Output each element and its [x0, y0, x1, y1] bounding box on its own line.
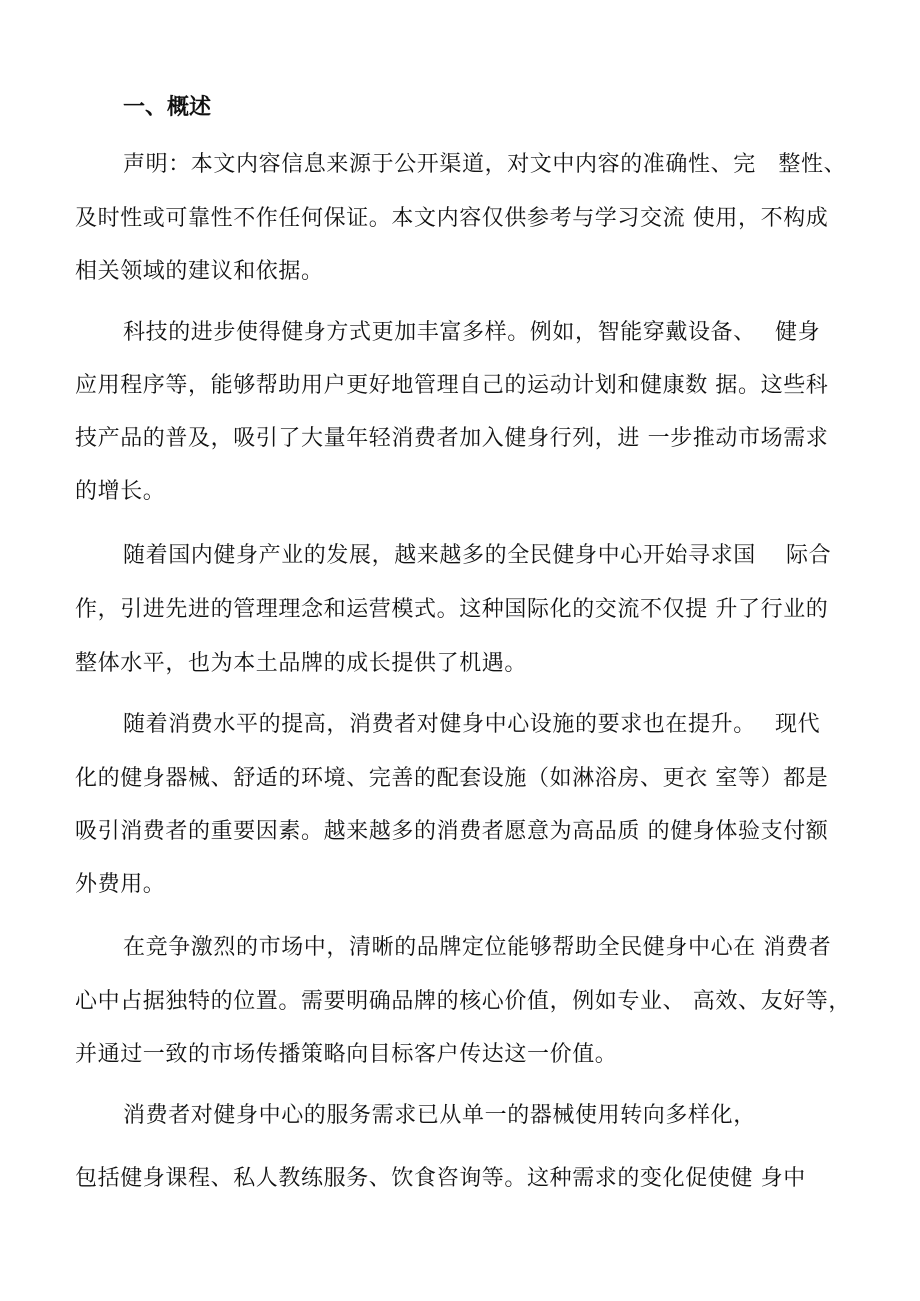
paragraph-line: 包括健身课程、私人教练服务、饮食咨询等。这种需求的变化促使健 身中	[75, 1166, 806, 1191]
paragraph-line: 技产品的普及，吸引了大量年轻消费者加入健身行列，进 一步推动市场需求	[75, 426, 829, 451]
paragraph-line: 随着消费水平的提高，消费者对健身中心设施的要求也在提升。 现代	[123, 712, 821, 737]
paragraph-line: 及时性或可靠性不作任何保证。本文内容仅供参考与学习交流 使用，不构成	[75, 206, 829, 231]
paragraph-line: 随着国内健身产业的发展，越来越多的全民健身中心开始寻求国 际合	[123, 543, 832, 568]
paragraph-line: 科技的进步使得健身方式更加丰富多样。例如，智能穿戴设备、 健身	[123, 320, 821, 345]
paragraph-line: 心中占据独特的位置。需要明确品牌的核心价值，例如专业、 高效、友好等，	[75, 989, 851, 1014]
paragraph-line: 化的健身器械、舒适的环境、完善的配套设施（如淋浴房、更衣 室等）都是	[75, 766, 829, 791]
paragraph-line: 并通过一致的市场传播策略向目标客户传达这一价值。	[75, 1042, 618, 1067]
paragraph-line: 消费者对健身中心的服务需求已从单一的器械使用转向多样化，	[123, 1103, 756, 1128]
paragraph-line: 作，引进先进的管理理念和运营模式。这种国际化的交流不仅提 升了行业的	[75, 597, 829, 622]
paragraph-line: 相关领域的建议和依据。	[75, 259, 324, 284]
paragraph-line: 整体水平，也为本土品牌的成长提供了机遇。	[75, 651, 528, 676]
paragraph-line: 声明：本文内容信息来源于公开渠道，对文中内容的准确性、完 整性、	[123, 152, 847, 177]
paragraph-line: 的增长。	[75, 479, 166, 504]
paragraph-line: 应用程序等，能够帮助用户更好地管理自己的运动计划和健康数 据。这些科	[75, 373, 829, 398]
paragraph-line: 吸引消费者的重要因素。越来越多的消费者愿意为高品质 的健身体验支付额	[75, 819, 829, 844]
paragraph-line: 外费用。	[75, 872, 166, 897]
section-heading: 一、概述	[123, 94, 212, 120]
paragraph-line: 在竞争激烈的市场中，清晰的品牌定位能够帮助全民健身中心在 消费者	[123, 935, 832, 960]
